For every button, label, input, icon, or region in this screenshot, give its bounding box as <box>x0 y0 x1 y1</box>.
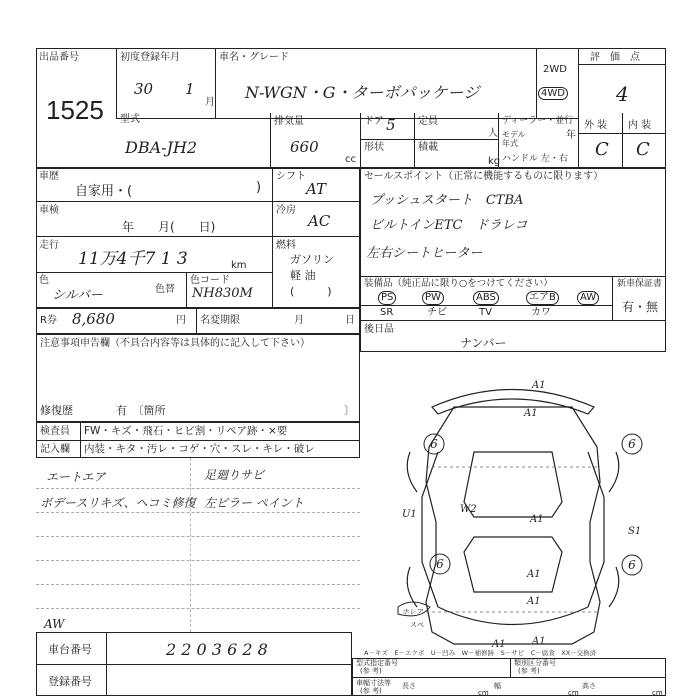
equip-pw: PW <box>422 291 444 305</box>
color-change-label: 色替 <box>155 284 175 295</box>
diagram-legend: A－キズ E－エクボ U－凹み W－補修跡 S－サビ C－腐食 XX－交換済 <box>364 649 597 657</box>
repair-label: 修復歴 <box>40 404 73 417</box>
equip-abs: ABS <box>473 291 499 305</box>
deadline-label: 名変期限 <box>200 315 240 326</box>
door-value: 5 <box>386 116 396 134</box>
entry-label: 記入欄 <box>40 444 70 455</box>
remark-left2: ボデースリキズ、ヘコミ修復 <box>40 496 196 510</box>
month-unit: 月 <box>205 97 215 108</box>
svg-text:6: 6 <box>436 557 444 571</box>
drive-4wd: 4WD <box>538 87 568 100</box>
length-label: 長さ <box>402 682 416 690</box>
equip-aw: AW <box>577 291 599 305</box>
svg-text:6: 6 <box>628 437 636 451</box>
model-label: 型式 <box>120 114 140 125</box>
reg-month: 1 <box>185 80 195 98</box>
deadline-month: 月 <box>294 315 304 326</box>
equip-tv-chibi: チビ <box>427 307 447 318</box>
reg-label: 登録番号 <box>48 675 92 688</box>
dealer-label: ディーラー・並行 <box>502 116 574 126</box>
svg-text:U1: U1 <box>402 509 417 520</box>
ac-value: AC <box>308 212 331 230</box>
notes-label: 注意事項申告欄（不具合内容等は具体的に記入して下さい） <box>40 338 310 349</box>
svg-text:S1: S1 <box>628 526 642 537</box>
km-unit: km <box>231 260 247 271</box>
chassis-value: 2 2 0 3 6 2 8 <box>166 640 268 659</box>
svg-text:A1: A1 <box>532 636 546 647</box>
ext-label: 外 装 <box>584 120 608 131</box>
equip-sr: SR <box>380 307 394 318</box>
equip-tv: TV <box>479 307 492 318</box>
rear-label: 後日品 <box>364 324 394 335</box>
repair-bracket: 〕 <box>344 404 355 417</box>
shift-value: AT <box>306 180 327 198</box>
ac-label: 冷房 <box>276 205 296 216</box>
handle-label: ハンドル 左・右 <box>502 154 568 164</box>
class-label: 類別区分番号 <box>514 659 556 667</box>
inspect-label: 車検 <box>39 205 59 216</box>
remark-bottom: AW <box>44 617 65 631</box>
size-label: 車幅寸法等 <box>356 679 391 687</box>
width-unit: cm <box>568 689 579 697</box>
year-unit: 年 <box>566 130 576 141</box>
drive-2wd: 2WD <box>543 64 567 75</box>
name-label: 車名・グレード <box>219 52 289 63</box>
int-label: 内 装 <box>628 120 652 131</box>
remark-right2: 左ピラー ペイント <box>204 496 304 510</box>
selling-line3: 左右シートヒーター <box>366 246 483 261</box>
inspector-label: 検査員 <box>40 426 70 437</box>
lot-number: 1525 <box>46 95 104 125</box>
disp-label: 排気量 <box>274 116 304 127</box>
color-label: 色 <box>39 275 49 286</box>
model-cert-label: 型式指定番号 <box>356 659 398 667</box>
inspector-row1: FW・キズ・飛石・ヒビ割・リペア跡・×要 <box>84 425 288 437</box>
equip-leather: カワ <box>531 307 551 318</box>
person-unit: 人 <box>488 128 498 139</box>
history-label: 車歴 <box>39 171 59 182</box>
mileage-value: 11万4千7 1 3 <box>78 249 188 269</box>
model-cert-ref: (参 考) <box>360 667 382 675</box>
ext-grade: C <box>595 139 609 160</box>
warranty-label: 新車保証書 <box>617 279 663 289</box>
rating-value: 4 <box>616 82 629 106</box>
svg-text:A1: A1 <box>527 596 541 607</box>
width-label: 幅 <box>494 682 501 690</box>
model-year-label: モデル 年式 <box>502 130 526 148</box>
warranty-value: 有・無 <box>622 300 659 314</box>
equip-ps: PS <box>378 291 396 305</box>
color-code-value: NH830M <box>192 286 253 301</box>
car-diagram <box>362 352 666 652</box>
length-unit: cm <box>478 689 489 697</box>
remark-right1: 足廻りサビ <box>204 468 265 482</box>
svg-text:ホレア: ホレア <box>402 608 423 616</box>
model-value: DBA-JH2 <box>125 138 198 157</box>
load-label: 積載 <box>418 142 438 153</box>
color-value: シルバー <box>52 288 103 303</box>
height-unit: cm <box>652 689 663 697</box>
lot-label: 出品番号 <box>39 52 79 63</box>
color-code-label: 色コード <box>190 275 230 286</box>
selling-line2: ビルトインETC ドラレコ <box>370 218 528 233</box>
history-value: 自家用・( <box>75 184 133 199</box>
selling-line1: プッシュスタート CTBA <box>370 193 524 208</box>
mileage-label: 走行 <box>39 240 59 251</box>
shape-label: 形状 <box>364 142 384 153</box>
capacity-label: 定員 <box>418 116 438 127</box>
reg-year-label: 初度登録年月 <box>120 52 180 63</box>
svg-text:W2: W2 <box>460 504 477 515</box>
chassis-label: 車台番号 <box>48 643 92 656</box>
size-ref: (参 考) <box>360 687 382 695</box>
inspect-value: 年 月( 日) <box>122 220 216 234</box>
height-label: 高さ <box>582 682 596 690</box>
svg-text:A1: A1 <box>527 569 541 580</box>
svg-text:A1: A1 <box>530 514 544 525</box>
door-label: ドア <box>364 116 384 127</box>
svg-text:6: 6 <box>628 558 636 572</box>
svg-text:A1: A1 <box>524 408 538 419</box>
disp-unit: cc <box>345 154 356 165</box>
svg-text:6: 6 <box>430 437 438 451</box>
recycle-label: R券 <box>40 315 57 326</box>
equip-airbag: エアB <box>526 291 559 305</box>
int-grade: C <box>636 139 650 160</box>
repair-value: 有 〔箇所 <box>116 404 166 417</box>
svg-text:A1: A1 <box>532 380 546 391</box>
reg-year: 30 <box>134 80 154 98</box>
equipment-label: 装備品（純正品に限り○をつけてください） <box>364 278 553 289</box>
fuel-value: ガソリン 軽 油 ( ) <box>290 253 334 298</box>
yen-unit: 円 <box>176 315 186 326</box>
fuel-label: 燃料 <box>276 240 296 251</box>
kg-unit: kg <box>488 156 501 167</box>
class-ref: (参 考) <box>518 667 540 675</box>
rating-label: 評 価 点 <box>590 52 640 63</box>
recycle-value: 8,680 <box>72 310 115 328</box>
svg-text:スペ: スペ <box>410 621 424 629</box>
remark-left1: エートエア <box>46 470 106 484</box>
selling-label: セールスポイント（正常に機能するものに限ります） <box>364 171 604 182</box>
car-name: N-WGN・G・ターボパッケージ <box>245 83 480 102</box>
svg-text:A1: A1 <box>492 639 506 650</box>
rear-value: ナンバー <box>460 336 507 350</box>
disp-value: 660 <box>290 138 319 156</box>
deadline-day: 日 <box>345 315 355 326</box>
inspector-row2: 内装・キタ・汚レ・コゲ・穴・スレ・キレ・破レ <box>84 443 315 455</box>
shift-label: シフト <box>276 171 306 182</box>
